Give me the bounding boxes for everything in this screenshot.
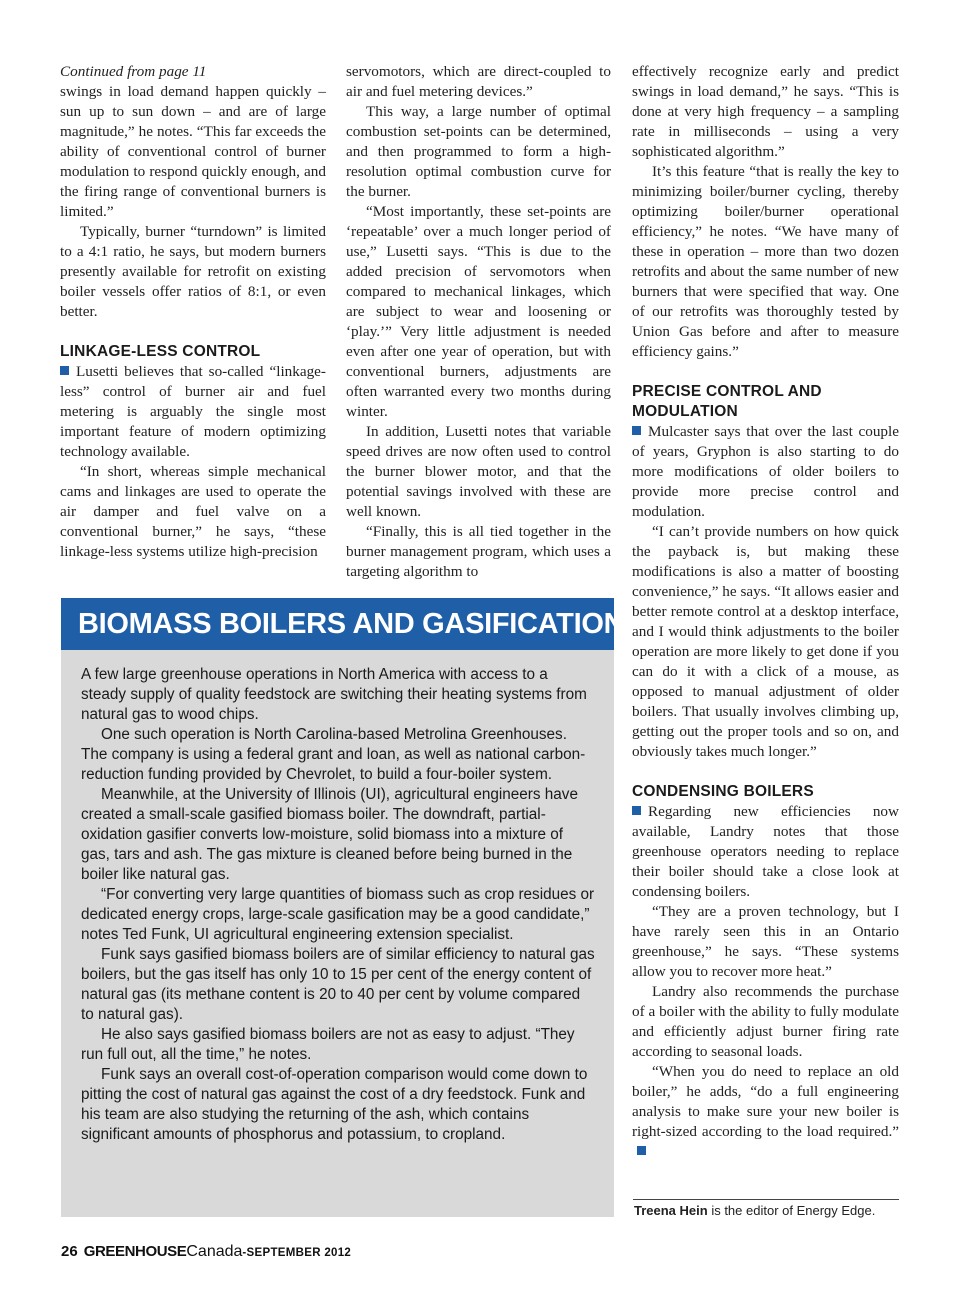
body-paragraph: “Finally, this is all tied together in the burner management program, which uses a targeting algorithm to	[346, 523, 611, 580]
sidebar-paragraph: He also says gasified biomass boilers are not as easy to adjust. “They run full out, all the time,” he notes.	[81, 1026, 575, 1063]
body-text: Lusetti believes that so-called “linkage-less” control of burner air and fuel metering is arguably the single most important feature of modern optimizing technology available.	[60, 363, 326, 460]
body-paragraph: This way, a large number of optimal combustion set-points can be determined, and then programmed to form a high-resolution optimal combustion curve for the burner.	[346, 103, 611, 200]
sidebar-body	[81, 665, 595, 1145]
sidebar-title-bar	[61, 598, 625, 650]
body-paragraph: Landry also recommends the purchase of a boiler with the ability to fully modulate and efficiently adjust burner firing rate according to seasonal loads.	[632, 983, 899, 1060]
issue-date: -SEPTEMBER 2012	[242, 1247, 352, 1259]
author-byline	[634, 1202, 875, 1220]
article-column-1	[60, 62, 326, 562]
body-text: “When you do need to replace an old boiler,” he adds, “do a full engineering analysis to make sure your new boiler is right-sized according to the load required.”	[632, 1063, 899, 1140]
author-name: Treena Hein	[634, 1203, 708, 1218]
article-column-3	[632, 62, 899, 1162]
end-mark-icon	[637, 1146, 646, 1155]
section-heading-linkage-less: LINKAGE-LESS CONTROL	[60, 343, 261, 360]
body-paragraph	[632, 1062, 899, 1162]
body-text: Regarding new efficiencies now available, Landry notes that those greenhouse operators needing to replace their boiler should take a close look at condensing boilers.	[632, 803, 899, 900]
bullet-square-icon	[632, 426, 641, 435]
author-description: is the editor of Energy Edge.	[707, 1203, 876, 1218]
biomass-sidebar	[61, 598, 625, 1217]
sidebar-paragraph: Funk says an overall cost-of-operation comparison would come down to pitting the cost of natural gas against the cost of a dry feedstock. Funk and his team are also studying the returning of the ash, which contains significant amounts of phosphorus and potassium, to cropland.	[81, 1066, 588, 1143]
article-column-2	[346, 62, 611, 582]
body-paragraph	[60, 362, 326, 462]
byline-divider	[633, 1199, 899, 1200]
body-paragraph: “In short, whereas simple mechanical cams and linkages are used to operate the air damper and fuel valve on a conventional burner,” he says, “these linkage-less systems utilize high-precision	[60, 463, 326, 560]
body-paragraph: servomotors, which are direct-coupled to air and fuel metering devices.”	[346, 63, 611, 100]
magazine-brand-suffix: Canada	[186, 1243, 243, 1260]
page-footer	[61, 1243, 351, 1261]
sidebar-title: BIOMASS BOILERS AND GASIFICATION	[78, 608, 625, 640]
bullet-square-icon	[60, 366, 69, 375]
body-paragraph	[632, 422, 899, 522]
body-paragraph: “They are a proven technology, but I have rarely seen this in an Ontario greenhouse,” he says. “These systems allow you to recover more heat.”	[632, 903, 899, 980]
sidebar-paragraph: Meanwhile, at the University of Illinois (UI), agricultural engineers have created a small-scale gasified biomass boiler. The downdraft, partial-oxidation gasifier converts low-moisture, solid biomass into a mixture of gas, tars and ash. The gas mixture is cleaned before being burned in the boiler like natural gas.	[81, 786, 578, 883]
body-paragraph: “Most importantly, these set-points are ‘repeatable’ over a much longer period of use,” Lusetti says. “This is due to the added precision of servomotors when compared to mechanical linkages, which are subject to wear and loosening or ‘play.’” Very little adjustment is needed even after one year of operation, but with conventional burners, adjustments are often warranted every two months during winter.	[346, 203, 611, 420]
body-paragraph: It’s this feature “that is really the key to minimizing boiler/burner cycling, thereby optimizing boiler/burner operational efficiency,” he notes. “We have many of these in operation – more than two dozen retrofits and about the same number of new burners that were specified that way. One of our retrofits was thoroughly tested by Union Gas before and after to measure efficiency gains.”	[632, 163, 899, 360]
page-number: 26	[61, 1243, 78, 1260]
body-paragraph: effectively recognize early and predict swings in load demand,” he says. “This is done at very high frequency – a sampling rate in milliseconds – using a very sophisticated algorithm.”	[632, 63, 899, 160]
sidebar-paragraph: “For converting very large quantities of biomass such as crop residues or dedicated energy crops, large-scale gasification may be a good candidate,” notes Ted Funk, UI agricultural engineering extension specialist.	[81, 886, 595, 943]
body-paragraph: “I can’t provide numbers on how quick the payback is, but making these modifications is also a matter of boosting convenience,” he says. “It allows easier and better remote control at a desktop interface, and I would think adjustments to the boiler operation are more likely to get done if you can do it with a click of a mouse, as opposed to manual adjustment of older boilers. That usually involves climbing up, getting out the proper tools and so on, and obviously takes much longer.”	[632, 523, 899, 760]
section-heading-precise-control: PRECISE CONTROL AND MODULATION	[632, 383, 822, 420]
magazine-brand: GREENHOUSE	[83, 1243, 187, 1260]
continued-note: Continued from page 11	[60, 63, 207, 80]
body-paragraph	[632, 802, 899, 902]
body-paragraph: swings in load demand happen quickly – sun up to sun down – and are of large magnitude,” he notes. “This far exceeds the ability of conventional control of burner modulation to respond quickly enough, and the firing range of conventional burners is limited.”	[60, 83, 326, 220]
sidebar-paragraph: A few large greenhouse operations in North America with access to a steady supply of quality feedstock are switching their heating systems from natural gas to wood chips.	[81, 666, 587, 723]
bullet-square-icon	[632, 806, 641, 815]
sidebar-paragraph: Funk says gasified biomass boilers are of similar efficiency to natural gas boilers, but the gas itself has only 10 to 15 per cent of the energy content of natural gas (its methane content is 20 to 40 per cent by volume compared to natural gas).	[81, 946, 595, 1023]
section-heading-condensing-boilers: CONDENSING BOILERS	[632, 783, 814, 800]
body-paragraph: Typically, burner “turndown” is limited to a 4:1 ratio, he says, but modern burners presently available for retrofit on existing boiler vessels offer ratios of 8:1, or even better.	[60, 223, 326, 320]
body-text: Mulcaster says that over the last couple of years, Gryphon is also starting to do more modifications of older boilers to provide more precise control and modulation.	[632, 423, 899, 520]
body-paragraph: In addition, Lusetti notes that variable speed drives are now often used to control the burner blower motor, and that the potential savings involved with these are well known.	[346, 423, 611, 520]
sidebar-paragraph: One such operation is North Carolina-based Metrolina Greenhouses. The company is using a federal grant and loan, as well as national carbon-reduction funding provided by Chevrolet, to build a four-boiler system.	[81, 726, 586, 783]
